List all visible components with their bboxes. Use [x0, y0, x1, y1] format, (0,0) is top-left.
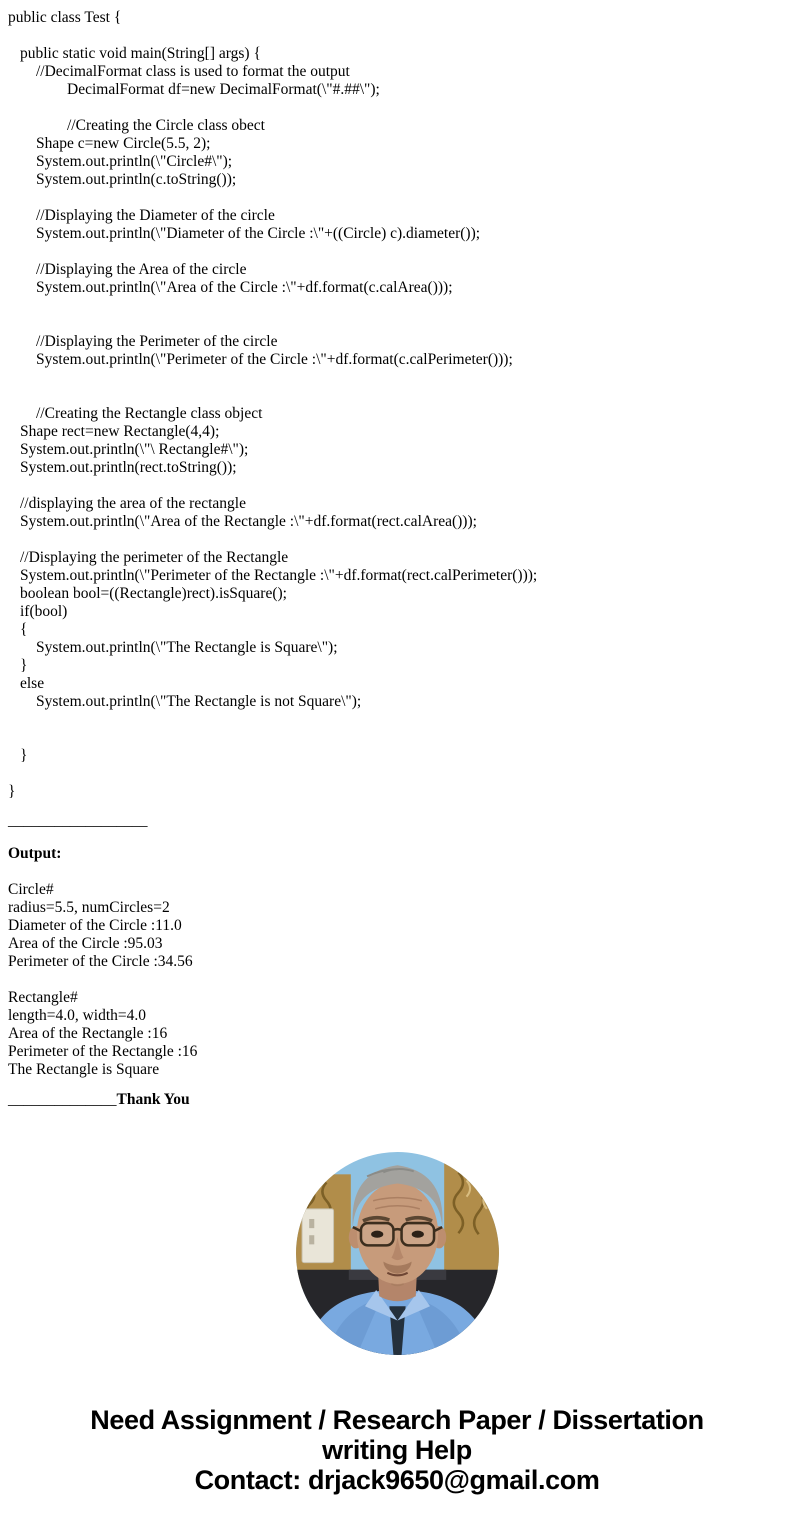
code-line: //Creating the Circle class obect — [67, 117, 265, 134]
code-line: System.out.println(\"Area of the Circle :\"+df.format(c.calArea())); — [36, 279, 453, 296]
code-line: //DecimalFormat class is used to format the output — [36, 63, 350, 80]
code-line: System.out.println(\"\ Rectangle#\"); — [20, 441, 249, 458]
section-divider: __________________ — [8, 812, 148, 829]
code-line: else — [20, 675, 45, 692]
output-line: Area of the Rectangle :16 — [8, 1025, 168, 1042]
code-line — [8, 531, 794, 549]
code-line — [8, 243, 794, 261]
output-line: Perimeter of the Rectangle :16 — [8, 1043, 198, 1060]
output-heading: Output: — [8, 845, 62, 862]
code-line: { — [20, 621, 28, 638]
code-line — [8, 711, 794, 729]
code-line: //Displaying the Perimeter of the circle — [36, 333, 278, 350]
code-line: DecimalFormat df=new DecimalFormat(\"#.##\"); — [67, 81, 380, 98]
code-line — [8, 765, 794, 783]
code-line: System.out.println(\"The Rectangle is Square\"); — [36, 639, 338, 656]
footer-contact-email: Contact: drjack9650@gmail.com — [194, 1465, 600, 1495]
code-line: System.out.println(rect.toString()); — [20, 459, 237, 476]
output-line: length=4.0, width=4.0 — [8, 1007, 147, 1024]
code-line — [8, 189, 794, 207]
code-line: System.out.println(\"The Rectangle is not Square\"); — [36, 693, 362, 710]
code-line: System.out.println(c.toString()); — [36, 171, 237, 188]
code-line: Shape c=new Circle(5.5, 2); — [36, 135, 211, 152]
code-line: if(bool) — [20, 603, 68, 620]
code-line — [8, 729, 794, 747]
code-line — [8, 27, 794, 45]
code-line: } — [8, 783, 16, 800]
code-line: //displaying the area of the rectangle — [20, 495, 246, 512]
footer-line-2: writing Help — [322, 1435, 472, 1465]
code-line: System.out.println(\"Perimeter of the Rectangle :\"+df.format(rect.calPerimeter())); — [20, 567, 538, 584]
code-line: //Creating the Rectangle class object — [36, 405, 263, 422]
portrait-photo — [296, 1152, 499, 1355]
portrait-photo-illustration — [296, 1152, 499, 1355]
code-line: public class Test { — [8, 9, 122, 26]
code-line: System.out.println(\"Circle#\"); — [36, 153, 233, 170]
thank-you-underscores: ______________ — [8, 1091, 117, 1108]
code-line — [8, 387, 794, 405]
code-line: Shape rect=new Rectangle(4,4); — [20, 423, 220, 440]
thank-you-text: Thank You — [116, 1091, 190, 1108]
code-line: public static void main(String[] args) { — [20, 45, 261, 62]
output-line: Diameter of the Circle :11.0 — [8, 917, 182, 934]
code-line: //Displaying the Diameter of the circle — [36, 207, 275, 224]
code-line: System.out.println(\"Diameter of the Circle :\"+((Circle) c).diameter()); — [36, 225, 481, 242]
code-line — [8, 315, 794, 333]
output-line: Area of the Circle :95.03 — [8, 935, 163, 952]
code-line: boolean bool=((Rectangle)rect).isSquare(); — [20, 585, 287, 602]
code-line — [8, 297, 794, 315]
output-line: radius=5.5, numCircles=2 — [8, 899, 170, 916]
output-line: Rectangle# — [8, 989, 78, 1006]
code-line: } — [20, 747, 28, 764]
code-line: System.out.println(\"Area of the Rectangle :\"+df.format(rect.calArea())); — [20, 513, 477, 530]
code-line: //Displaying the perimeter of the Rectangle — [20, 549, 289, 566]
code-line — [8, 369, 794, 387]
code-line — [8, 99, 794, 117]
code-line: System.out.println(\"Perimeter of the Circle :\"+df.format(c.calPerimeter())); — [36, 351, 513, 368]
thank-you-line — [8, 1091, 794, 1109]
output-line: The Rectangle is Square — [8, 1061, 160, 1078]
code-line: //Displaying the Area of the circle — [36, 261, 247, 278]
code-line — [8, 477, 794, 495]
footer-line-1: Need Assignment / Research Paper / Dissertation — [90, 1405, 704, 1435]
code-line: } — [20, 657, 28, 674]
program-output-block — [8, 881, 794, 1079]
output-line: Perimeter of the Circle :34.56 — [8, 953, 193, 970]
output-line: Circle# — [8, 881, 54, 898]
output-line — [8, 971, 794, 989]
footer-banner — [0, 1405, 794, 1495]
